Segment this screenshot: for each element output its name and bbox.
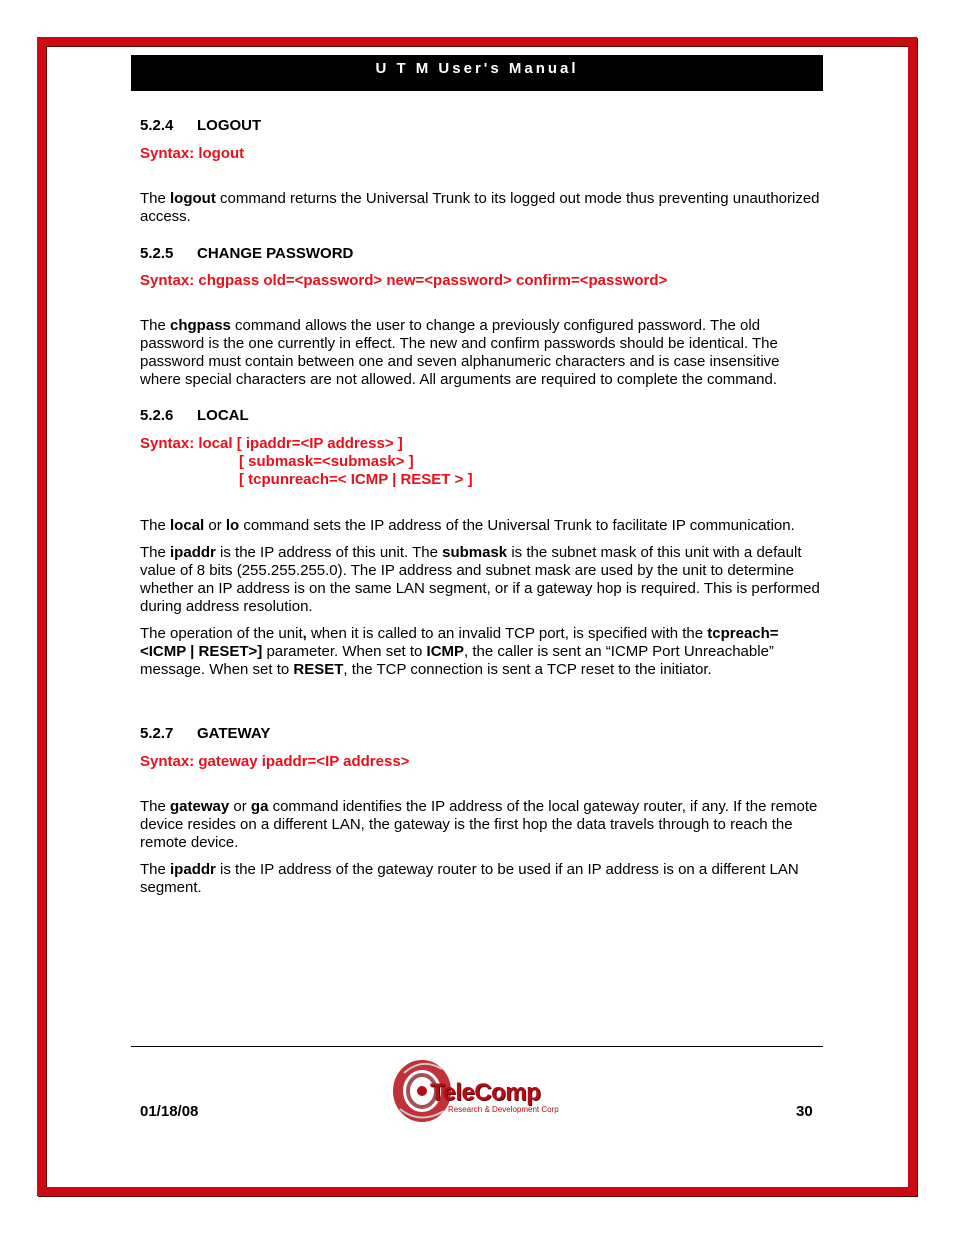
manual-header: [131, 55, 823, 91]
section-number: 5.2.7: [140, 725, 174, 742]
footer-rule: [131, 1046, 823, 1047]
text-run: command allows the user to change a previously configured password. The old password is the one currently in effect. The new and confirm passwords should be identical. The password must contain between one and seven alphanumeric characters and is case insensitive where special characters are not allowed. All arguments are required to complete the command.: [140, 317, 780, 388]
bold-term: ICMP: [426, 643, 465, 660]
text-run: The: [140, 798, 171, 815]
text-run: The: [140, 317, 171, 334]
bold-term: RESET: [293, 661, 344, 678]
text-run: or: [229, 798, 251, 815]
page-content: [140, 117, 820, 897]
text-run: , the caller is sent an “ICMP Port Unreachable” message. When set to: [140, 643, 774, 678]
section-number: 5.2.6: [140, 407, 174, 424]
paragraph: [140, 190, 820, 226]
logo-name: TeleComp: [430, 1079, 541, 1106]
bold-term: tcpreach=<ICMP | RESET>]: [140, 625, 779, 660]
section-number: 5.2.5: [140, 245, 174, 262]
bold-term: ,: [302, 625, 307, 642]
bold-term: submask: [442, 544, 508, 561]
text-run: command returns the Universal Trunk to its logged out mode thus preventing unauthorized access.: [140, 190, 820, 225]
paragraph: [140, 861, 820, 897]
bold-term: ga: [250, 798, 269, 815]
syntax-line: Syntax: gateway ipaddr=<IP address>: [140, 753, 410, 770]
text-run: command identifies the IP address of the local gateway router, if any. If the remote device resides on a different LAN, the gateway is the first hop the data travels through to reach the remote device.: [140, 798, 818, 851]
text-run: parameter. When set to: [262, 643, 427, 660]
text-run: The: [140, 517, 171, 534]
page-number: 30: [796, 1103, 813, 1120]
section-gateway: [140, 725, 820, 897]
footer-date: 01/18/08: [140, 1103, 199, 1120]
section-heading: [140, 245, 820, 263]
section-heading: [140, 725, 820, 743]
section-heading: [140, 117, 820, 135]
text-run: is the IP address of the gateway router to be used if an IP address is on a different LAN segment.: [140, 861, 799, 896]
syntax-line: [ submask=<submask> ]: [239, 453, 414, 470]
bold-term: ipaddr: [170, 861, 216, 878]
manual-title: U T M User's Manual: [375, 60, 579, 77]
section-title: GATEWAY: [197, 725, 271, 742]
bold-term: lo: [225, 517, 240, 534]
paragraph: [140, 317, 820, 389]
paragraph: [140, 517, 820, 535]
syntax-line: Syntax: chgpass old=<password> new=<password> confirm=<password>: [140, 272, 668, 289]
section-heading: [140, 407, 820, 425]
bold-term: ipaddr: [170, 544, 216, 561]
text-run: The: [140, 190, 171, 207]
bold-term: logout: [170, 190, 216, 207]
bold-term: chgpass: [170, 317, 231, 334]
text-run: The: [140, 544, 171, 561]
text-run: when it is called to an invalid TCP port, is specified with the: [306, 625, 708, 642]
telecomp-logo: [392, 1053, 572, 1127]
section-title: LOGOUT: [197, 117, 262, 134]
logo-subtitle: Research & Development Corp: [448, 1105, 559, 1114]
bold-term: local: [170, 517, 205, 534]
section-logout: [140, 117, 820, 226]
text-run: , the TCP connection is sent a TCP reset to the initiator.: [343, 661, 712, 678]
section-change-password: [140, 245, 820, 389]
section-title: LOCAL: [197, 407, 249, 424]
syntax-line: [ tcpunreach=< ICMP | RESET > ]: [239, 471, 473, 488]
text-run: is the subnet mask of this unit with a default value of 8 bits (255.255.255.0). The IP address and subnet mask are used by the unit to determine whether an IP address is on the same LAN segment, or if a gateway hop is required. This is performed during address resolution.: [140, 544, 820, 615]
text-run: is the IP address of this unit. The: [215, 544, 443, 561]
text-run: command sets the IP address of the Universal Trunk to facilitate IP communication.: [239, 517, 795, 534]
paragraph: [140, 544, 820, 616]
text-run: or: [204, 517, 226, 534]
syntax-line: Syntax: logout: [140, 145, 245, 162]
section-number: 5.2.4: [140, 117, 174, 134]
syntax-line: Syntax: local [ ipaddr=<IP address> ]: [140, 435, 403, 452]
paragraph: [140, 625, 820, 679]
text-run: The operation of the unit: [140, 625, 303, 642]
section-title: CHANGE PASSWORD: [197, 245, 354, 262]
text-run: The: [140, 861, 171, 878]
bold-term: gateway: [170, 798, 230, 815]
section-local: [140, 407, 820, 679]
paragraph: [140, 798, 820, 852]
